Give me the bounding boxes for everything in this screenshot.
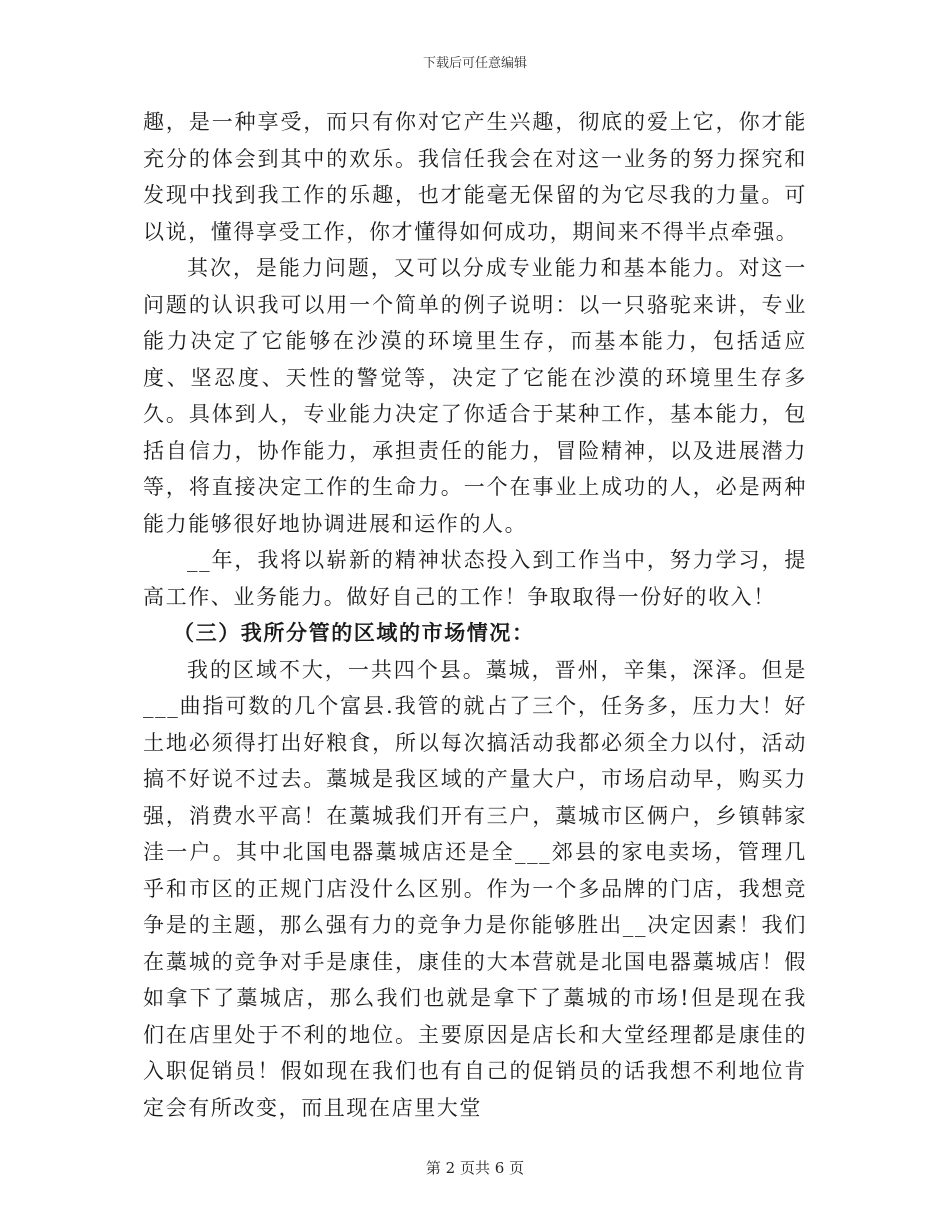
paragraph-continuation: 趣，是一种享受，而只有你对它产生兴趣，彻底的爱上它，你才能充分的体会到其中的欢乐。我信任我会在对这一业务的努力探究和发现中找到我工作的乐趣，也才能毫无保留的为它尽我的力量。可以说，懂得享受工作，你才懂得如何成功，期间来不得半点牵强。 — [143, 110, 807, 244]
page-footer: 第 2 页共 6 页 — [425, 1159, 525, 1177]
paragraph-market: 我的区域不大，一共四个县。藁城，晋州，辛集，深泽。但是___曲指可数的几个富县.我管的就占了三个，任务多，压力大！好土地必须得打出好粮食，所以每次搞活动我都必须全力以付，活动搞不好说不过去。藁城是我区域的产量大户，市场启动早，购买力强，消费水平高！在藁城我们开有三户，藁城市区俩户，乡镇韩家洼一户。其中北国电器藁城店还是全___郊县的家电卖场，管理几乎和市区的正规门店没什么区别。作为一个多品牌的门店，我想竞争是的主题，那么强有力的竞争力是你能够胜出__决定因素！我们在藁城的竞争对手是康佳，康佳的大本营就是北国电器藁城店！假如拿下了藁城店，那么我们也就是拿下了藁城的市场!但是现在我们在店里处于不利的地位。主要原因是店长和大堂经理都是康佳的入职促销员！假如现在我们也有自己的促销员的话我想不利地位肯定会有所改变，而且现在店里大堂 — [143, 657, 807, 1120]
paragraph-ability: 其次，是能力问题，又可以分成专业能力和基本能力。对这一问题的认识我可以用一个简单的例子说明：以一只骆驼来讲，专业能力决定了它能够在沙漠的环境里生存，而基本能力，包括适应度、坚忍度、天性的警觉等，决定了它能在沙漠的环境里生存多久。具体到人，专业能力决定了你适合于某种工作，基本能力，包括自信力，协作能力，承担责任的能力，冒险精神，以及进展潜力等，将直接决定工作的生命力。一个在事业上成功的人，必是两种能力能够很好地协调进展和运作的人。 — [143, 256, 807, 536]
paragraph-new-year: __年，我将以崭新的精神状态投入到工作当中，努力学习，提高工作、业务能力。做好自己的工作！争取取得一份好的收入！ — [143, 548, 807, 609]
document-body — [143, 104, 807, 1126]
section-heading: （三）我所分管的区域的市场情况： — [173, 620, 535, 645]
page-header: 下载后可任意编辑 — [422, 56, 527, 71]
